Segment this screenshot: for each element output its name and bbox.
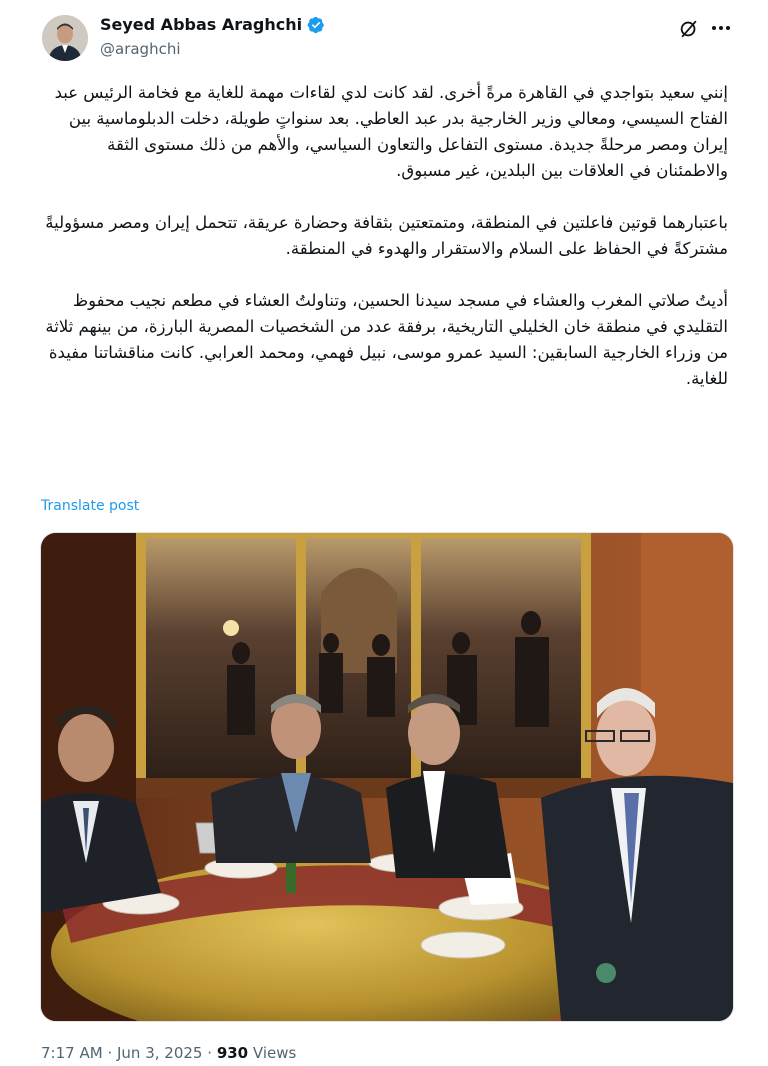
author-row [100, 15, 325, 34]
post-photo[interactable] [40, 532, 734, 1022]
post-text [40, 80, 728, 418]
post-meta [41, 1044, 296, 1062]
views-label: Views [252, 1044, 297, 1062]
post-paragraph: أديتُ صلاتي المغرب والعشاء في مسجد سيدنا الحسين، وتناولتُ العشاء في مطعم نجيب محفوظ التقليدي في منطقة خان الخليلي التاريخية، برفقة عدد من الشخصيات المصرية البارزة، من بينهم ثلاثة من وزراء الخارجية السابقين: السيد عمرو موسى، نبيل فهمي، ومحمد العرابي. كانت مناقشاتنا مفيدة للغاية. [45, 291, 728, 388]
post-paragraph: إنني سعيد بتواجدي في القاهرة مرةً أخرى. لقد كانت لدي لقاءات مهمة للغاية مع فخامة الرئيس عبد الفتاح السيسي، ومعالي وزير الخارجية بدر عبد العاطي. بعد سنواتٍ طويلة، دخلت الدبلوماسية بين إيران ومصر مرحلةً جديدة. مستوى التفاعل والتعاون السياسي، والأهم من ذلك مستوى الثقة والاطمئنان في العلاقات بين البلدين، غير مسبوق. [54, 83, 728, 180]
translate-post-link[interactable]: Translate post [41, 498, 140, 514]
dinner-photo-image [41, 533, 733, 1021]
post-paragraph: باعتبارهما قوتين فاعلتين في المنطقة، ومتمتعتين بثقافة وحضارة عريقة، تتحمل إيران ومصر مسؤوليةً مشتركةً في الحفاظ على السلام والاستقرار والهدوء في المنطقة. [45, 213, 728, 258]
verified-badge-icon [307, 16, 325, 34]
author-handle[interactable]: @araghchi [100, 40, 181, 58]
post-date[interactable]: Jun 3, 2025 [117, 1044, 203, 1062]
views-count[interactable]: 930 [216, 1044, 249, 1062]
meta-separator: · [107, 1044, 113, 1062]
avatar[interactable] [42, 15, 88, 61]
avatar-image [42, 15, 88, 61]
meta-separator: · [207, 1044, 213, 1062]
grok-icon[interactable] [678, 18, 700, 40]
post-time[interactable]: 7:17 AM [41, 1044, 103, 1062]
author-name[interactable]: Seyed Abbas Araghchi [100, 15, 303, 34]
more-icon[interactable] [708, 16, 734, 40]
